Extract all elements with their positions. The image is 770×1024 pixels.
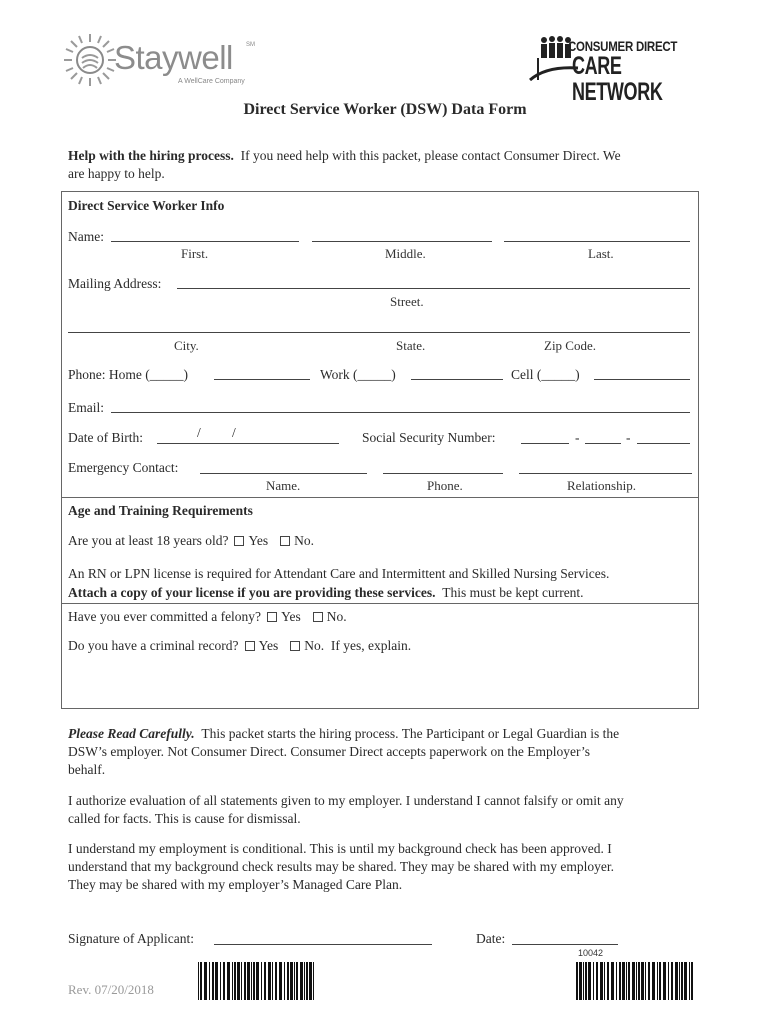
notice-p2-line2: called for facts. This is cause for dismissal.: [68, 811, 301, 826]
staywell-sun-icon: [62, 32, 118, 88]
staywell-tagline: A WellCare Company: [178, 78, 245, 85]
first-name-field[interactable]: [111, 241, 299, 242]
barcode-number: 10042: [578, 948, 604, 958]
street-caption: Street.: [390, 294, 424, 309]
intro-bold: Help with the hiring process.: [68, 148, 234, 163]
notice-paragraph-1: [68, 725, 708, 779]
staywell-wordmark: Staywell: [114, 39, 233, 76]
date-label: Date:: [476, 931, 506, 946]
notice-paragraph-2: [68, 792, 708, 828]
record-explain-label: If yes, explain.: [330, 638, 412, 653]
felony-yes-label: Yes: [281, 609, 301, 624]
notice-p2-line1: I authorize evaluation of all statements given to my employer. I understand I cannot falsify or omit any: [68, 793, 624, 808]
city-caption: City.: [174, 338, 199, 353]
emergency-phone-caption: Phone.: [427, 478, 463, 493]
ssn-dash-2: -: [626, 430, 631, 445]
email-field[interactable]: [111, 412, 690, 413]
notice-p3-line3: They may be shared with my employer’s Managed Care Plan.: [68, 877, 403, 892]
emergency-relationship-field[interactable]: [519, 473, 692, 474]
license-attach-bold: Attach a copy of your license if you are providing these services.: [68, 585, 436, 600]
city-state-zip-field[interactable]: [68, 332, 690, 333]
cell-phone-label: Cell (_____): [511, 367, 580, 382]
ssn-dash-1: -: [575, 430, 580, 445]
age-question: Are you at least 18 years old?: [68, 533, 229, 548]
date-field[interactable]: [512, 944, 618, 945]
record-no-checkbox[interactable]: [290, 641, 300, 651]
dsw-info-heading: Direct Service Worker Info: [68, 198, 225, 213]
license-line-2: [68, 585, 584, 601]
emergency-contact-label: Emergency Contact:: [68, 460, 179, 475]
emergency-name-field[interactable]: [200, 473, 367, 474]
felony-no-checkbox[interactable]: [313, 612, 323, 622]
notice-p1-line1: This packet starts the hiring process. The Participant or Legal Guardian is the: [201, 726, 620, 741]
cdcn-swoosh-icon: [528, 56, 588, 82]
state-caption: State.: [396, 338, 426, 353]
record-question: Do you have a criminal record?: [68, 638, 239, 653]
notice-p3-line1: I understand my employment is conditional. This is until my background check has been approved. I: [68, 841, 612, 856]
felony-yes-checkbox[interactable]: [267, 612, 277, 622]
license-current-text: This must be kept current.: [442, 585, 584, 600]
email-label: Email:: [68, 400, 104, 415]
felony-no-label: No.: [326, 609, 347, 624]
signature-field[interactable]: [214, 944, 432, 945]
ssn-part1-field[interactable]: [521, 443, 569, 444]
emergency-relationship-caption: Relationship.: [567, 478, 636, 493]
record-no-label: No.: [304, 638, 325, 653]
age-yes-checkbox[interactable]: [234, 536, 244, 546]
notice-p3-line2: understand that my background check results may be shared. They may be shared with my employer.: [68, 859, 614, 874]
revision-date: Rev. 07/20/2018: [68, 982, 154, 997]
mailing-address-label: Mailing Address:: [68, 276, 162, 291]
dob-separator-1: /: [197, 425, 201, 440]
record-question-row: [68, 638, 411, 654]
staywell-logo: [62, 32, 262, 92]
cdcn-logo: [528, 36, 718, 106]
work-phone-field[interactable]: [411, 379, 503, 380]
age-no-checkbox[interactable]: [280, 536, 290, 546]
home-phone-label: Phone: Home (_____): [68, 367, 188, 382]
notice-paragraph-3: [68, 840, 708, 894]
home-phone-field[interactable]: [214, 379, 310, 380]
zip-caption: Zip Code.: [544, 338, 596, 353]
record-yes-label: Yes: [258, 638, 279, 653]
record-yes-checkbox[interactable]: [245, 641, 255, 651]
emergency-phone-field[interactable]: [383, 473, 503, 474]
section-divider-2: [61, 603, 699, 604]
dob-field[interactable]: [157, 443, 339, 444]
license-line-1: An RN or LPN license is required for Attendant Care and Intermittent and Skilled Nursing Services.: [68, 566, 610, 581]
cell-phone-field[interactable]: [594, 379, 690, 380]
notice-p1-line2: DSW’s employer. Not Consumer Direct. Consumer Direct accepts paperwork on the Employer’s: [68, 744, 590, 759]
middle-name-field[interactable]: [312, 241, 492, 242]
criminal-explanation-area[interactable]: [66, 660, 694, 704]
form-title: Direct Service Worker (DSW) Data Form: [243, 101, 527, 118]
intro-text-line1: If you need help with this packet, please contact Consumer Direct. We: [240, 148, 621, 163]
barcode-left: [198, 962, 314, 1000]
work-phone-label: Work (_____): [320, 367, 396, 382]
dob-separator-2: /: [232, 425, 236, 440]
ssn-part2-field[interactable]: [585, 443, 621, 444]
barcode-right: [576, 962, 694, 1000]
section-divider-1: [61, 497, 699, 498]
dsw-data-box: [61, 191, 699, 709]
please-read-carefully: Please Read Carefully.: [68, 726, 195, 741]
age-yes-label: Yes: [248, 533, 269, 548]
intro-text-line2: are happy to help.: [68, 166, 165, 181]
cdcn-line1: CONSUMER DIRECT: [568, 38, 678, 54]
ssn-label: Social Security Number:: [362, 430, 496, 445]
intro-paragraph: [68, 147, 698, 183]
last-name-caption: Last.: [588, 246, 614, 261]
name-label: Name:: [68, 229, 104, 244]
ssn-part3-field[interactable]: [637, 443, 690, 444]
staywell-sm-mark: SM: [246, 42, 255, 48]
age-training-heading: Age and Training Requirements: [68, 503, 253, 518]
middle-name-caption: Middle.: [385, 246, 426, 261]
age-no-label: No.: [294, 533, 314, 548]
signature-label: Signature of Applicant:: [68, 931, 194, 946]
felony-question-row: [68, 609, 347, 625]
cdcn-line2: CARE NETWORK: [572, 52, 663, 106]
felony-question: Have you ever committed a felony?: [68, 609, 262, 624]
dob-label: Date of Birth:: [68, 430, 143, 445]
notice-p1-line3: behalf.: [68, 762, 106, 777]
first-name-caption: First.: [181, 246, 209, 261]
age-question-row: [68, 533, 314, 549]
street-field[interactable]: [177, 288, 690, 289]
last-name-field[interactable]: [504, 241, 690, 242]
emergency-name-caption: Name.: [266, 478, 301, 493]
